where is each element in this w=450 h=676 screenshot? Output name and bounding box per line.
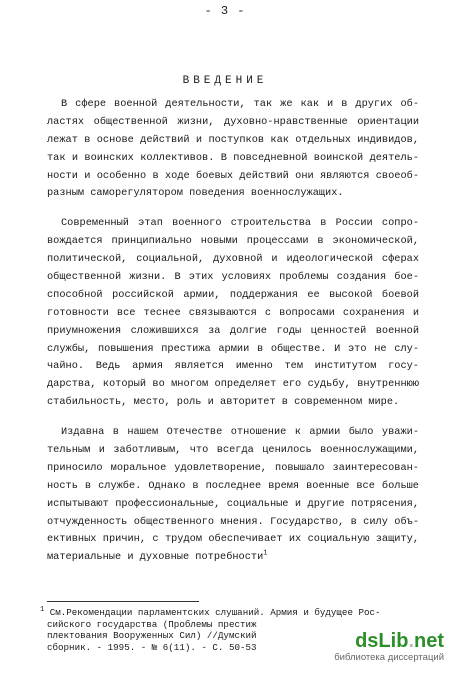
footnote-mark: 1 bbox=[263, 549, 268, 558]
line-text: способной российской армии, поддержания ее высокой боевой bbox=[47, 288, 419, 301]
text-line bbox=[47, 233, 419, 251]
footnote-line bbox=[40, 642, 340, 654]
logo-dot: . bbox=[408, 630, 414, 652]
text-line bbox=[47, 394, 419, 412]
text-line bbox=[47, 549, 419, 567]
line-text: вождается принципиально новыми процессами в экономической, bbox=[47, 235, 419, 248]
dslib-logo bbox=[332, 630, 444, 652]
footnote-text: См.Рекомендации парламентских слушаний. Армия и будущее Рос- bbox=[49, 607, 381, 618]
text-line bbox=[47, 496, 419, 514]
text-line bbox=[47, 269, 419, 287]
footnote-text: сийского государства (Проблемы престиж bbox=[47, 618, 257, 630]
text-line bbox=[47, 341, 419, 359]
page-number: - 3 - bbox=[204, 4, 246, 18]
body-text bbox=[47, 96, 419, 567]
section-heading: ВВЕДЕНИЕ bbox=[182, 75, 268, 87]
line-text: общественной жизни. В этих условиях проблемы создания бое- bbox=[47, 271, 419, 284]
footnote-number: 1 bbox=[40, 605, 45, 614]
line-text: материальные и духовные потребности bbox=[47, 551, 264, 564]
line-text: лежат в основе действий и поступков как отдельных индивидов, bbox=[47, 133, 419, 146]
text-line bbox=[47, 251, 419, 269]
text-line bbox=[47, 96, 419, 114]
text-line bbox=[47, 132, 419, 150]
footnote-line bbox=[40, 619, 340, 631]
text-line bbox=[47, 478, 419, 496]
line-text: приносило моральное удовлетворение, повышало заинтересован- bbox=[47, 461, 419, 474]
paragraph-gap bbox=[47, 412, 419, 424]
footnote-line bbox=[40, 605, 381, 619]
line-text: готовности все теснее связываются с вопросами сохранения и bbox=[47, 306, 419, 319]
text-line bbox=[47, 114, 419, 132]
line-text: ективных причин, с трудом обеспечивает их социальную защиту, bbox=[47, 533, 419, 546]
footnote-line bbox=[40, 630, 340, 642]
text-line bbox=[47, 150, 419, 168]
line-text: чайно. Ведь армия является именно тем институтом госу- bbox=[47, 360, 419, 373]
paragraph-gap bbox=[47, 203, 419, 215]
line-text: ластях общественной жизни, духовно-нравственные ориентации bbox=[47, 115, 419, 128]
logo-main: dsLib bbox=[355, 630, 409, 652]
line-text: так и воинских коллективов. В повседневной воинской деятель- bbox=[47, 151, 419, 164]
line-text: отчужденность общественного мнения. Государство, в силу объ- bbox=[47, 515, 419, 528]
text-line bbox=[47, 168, 419, 186]
text-line bbox=[47, 514, 419, 532]
line-text: Современный этап военного строительства в России сопро- bbox=[61, 217, 419, 230]
text-line bbox=[47, 442, 419, 460]
line-text: В сфере военной деятельности, так же как и в других об- bbox=[61, 98, 419, 110]
footnote bbox=[40, 605, 381, 653]
line-text: ность в службе. Однако в последнее время военные все больше bbox=[47, 479, 419, 492]
text-line bbox=[47, 358, 419, 376]
footnote-divider bbox=[47, 601, 199, 602]
footnote-text: плектования Вооруженных Сил) //Думский bbox=[47, 630, 257, 642]
line-text: Издавна в нашем Отечестве отношение к армии было уважи- bbox=[61, 426, 419, 439]
text-line bbox=[47, 215, 419, 233]
text-line bbox=[47, 531, 419, 549]
text-line bbox=[47, 323, 419, 341]
text-line bbox=[47, 460, 419, 478]
text-line bbox=[47, 305, 419, 323]
watermark-subtitle: библиотека диссертаций bbox=[334, 652, 444, 663]
line-text: приумножения сложившихся за долгие годы ценностей военной bbox=[47, 324, 419, 337]
line-text: ности и особенно в ходе боевых действий они являются своеоб- bbox=[47, 169, 419, 182]
footnote-text: сборник. - 1995. - № 6(11). - С. 50-53 bbox=[47, 641, 257, 653]
line-text: политической, социальной, духовной и идеологической сферах bbox=[47, 253, 419, 266]
line-text: испытывают профессиональные, социальные и другие потрясения, bbox=[47, 497, 419, 510]
text-line bbox=[47, 376, 419, 394]
dslib-watermark[interactable] bbox=[332, 630, 444, 670]
line-text: стабильность, место, роль и авторитет в современном мире. bbox=[47, 396, 400, 409]
line-text: дарства, который во многом определяет его судьбу, внутреннюю bbox=[47, 378, 419, 391]
line-text: службы, повышения престижа армии в обществе. И это не слу- bbox=[47, 342, 419, 355]
text-line bbox=[47, 424, 419, 442]
text-line bbox=[47, 287, 419, 305]
line-text: тельным и заботливым, что всегда ценилось военнослужащими, bbox=[47, 444, 419, 457]
line-text: разным саморегулятором поведения военнослужащих. bbox=[47, 187, 344, 200]
text-line bbox=[47, 185, 419, 203]
logo-tld: net bbox=[414, 630, 444, 652]
